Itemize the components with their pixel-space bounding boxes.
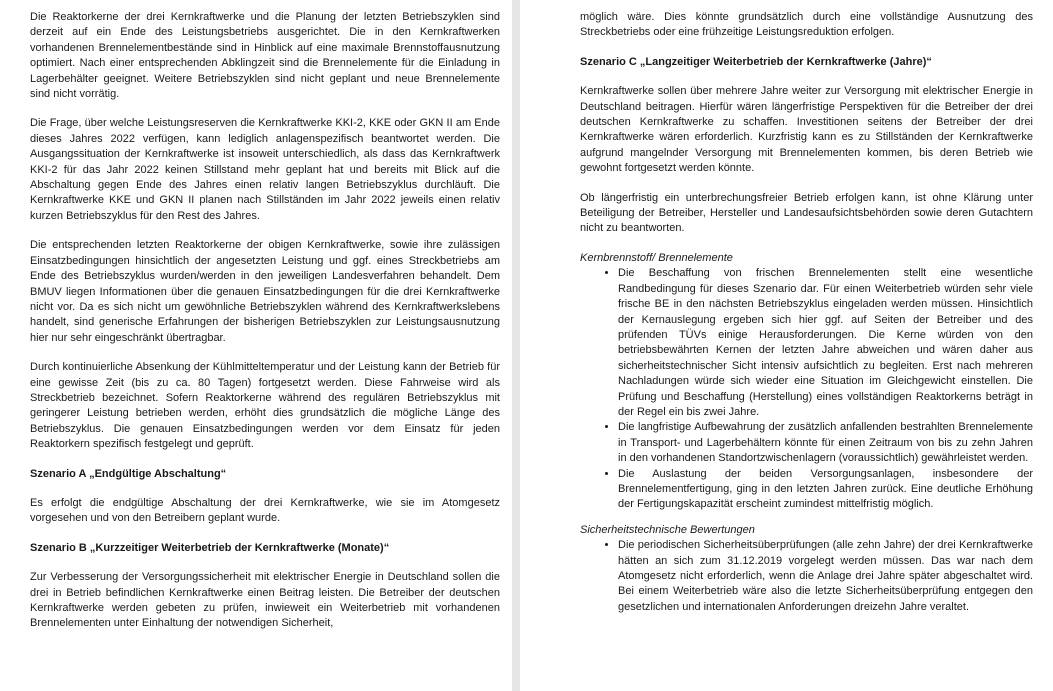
paragraph: möglich wäre. Dies könnte grundsätzlich durch eine vollständige Ausnutzung des Streckbetriebs oder eine frühzeitige Leistungsreduktion erfolgen. — [580, 11, 1033, 39]
page-gutter — [512, 0, 520, 691]
bullet-list-kernbrennstoff — [580, 266, 1033, 513]
bullet-list-sicherheit — [580, 538, 1033, 615]
heading-scenario-c: Szenario C „Langzeitiger Weiterbetrieb der Kernkraftwerke (Jahre)“ — [580, 55, 932, 68]
list-item: • Die Beschaffung von frischen Brennelementen stellt eine wesentliche Randbedingung für dieses Szenario dar. Für einen Weiterbetrieb würden sehr viele frische BE in den nächsten Betriebszyklus eingeladen werden müssen. Hinsichtlich der Kernauslegung ergeben sich hier ggf. auf Seiten der Betreiber und des prüfenden TÜVs einige Herausforderungen. Die Kerne würden von den betriebsbewährten Kernen der letzten Jahre abweichen und wären daher aus sicherheitstechnischer Sicht intensiv aufsichtlich zu begleiten. Erst nach mehreren Nachladungen würde sich wieder eine Situation im Gleichgewicht einstellen. Die Prüfung und Beschaffung (Herstellung) eines vollständigen Reaktorkerns beträgt in der Regel ein bis zwei Jahre. — [618, 266, 1033, 420]
subheading-kernbrennstoff: Kernbrennstoff/ Brennelemente — [580, 251, 733, 264]
list-item: • Die Auslastung der beiden Versorgungsanlagen, insbesondere der Brennelementfertigung, ging in den letzten Jahren zurück. Eine deutliche Erhöhung der Fertigungskapazität erscheint zumindest mittelfristig möglich. — [618, 467, 1033, 513]
subheading-sicherheit: Sicherheitstechnische Bewertungen — [580, 523, 755, 536]
paragraph: Die entsprechenden letzten Reaktorkerne der obigen Kernkraftwerke, sowie ihre zulässigen Einsatzbedingungen hinsichtlich der angesetzten Leistung und ggf. eines Streckbetriebs am Ende des Betriebszyklus wurden/werden in den jeweiligen Landesverfahren behandelt. Dem BMUV liegen Informationen über die genauen Einsatzbedingungen für die drei Kernkraftwerke nicht vor. Da es sich nicht um gewöhnliche Betriebszyklen während des Kernkraftwerkslebens handelt, sind generische Erfahrungen der bisherigen Betriebszyklen zur Leistungsausnutzung hier nur sehr eingeschränkt übertragbar. — [30, 239, 500, 344]
page-left — [0, 0, 512, 691]
heading-scenario-b: Szenario B „Kurzzeitiger Weiterbetrieb der Kernkraftwerke (Monate)“ — [30, 541, 390, 554]
paragraph: Kernkraftwerke sollen über mehrere Jahre weiter zur Versorgung mit elektrischer Energie in Deutschland beitragen. Hierfür wären längerfristige Perspektiven für die Betreiber der drei deutschen Kernkraftwerke zu schaffen. Investitionen seitens der Betreiber der drei Kernkraftwerke wären erforderlich. Kurzfristig kann es zu Stillständen der Kernkraftwerke aufgrund mangelnder Versorgung mit Brennelementen kommen, bis deren Betrieb wie gewohnt fortgesetzt werden könnte. — [580, 85, 1033, 175]
paragraph: Zur Verbesserung der Versorgungssicherheit mit elektrischer Energie in Deutschland sollen die drei in Betrieb befindlichen Kernkraftwerke einen Beitrag leisten. Die Betreiber der deutschen Kernkraftwerke werden gebeten zu prüfen, inwieweit ein Weiterbetrieb mit vorhandenen Brennelementen unter Einhaltung der notwendigen Sicherheit, — [30, 571, 500, 630]
list-item: • Die langfristige Aufbewahrung der zusätzlich anfallenden bestrahlten Brennelemente in Transport- und Lagerbehältern könnte für einen Zeitraum von bis zu zehn Jahren in den vorhandenen Standortzwischenlagern (voraussichtlich) gewährleistet werden. — [618, 420, 1033, 466]
page-right — [520, 0, 1053, 691]
heading-scenario-a: Szenario A „Endgültige Abschaltung“ — [30, 467, 227, 480]
list-item: • Die periodischen Sicherheitsüberprüfungen (alle zehn Jahre) der drei Kernkraftwerke hätten an sich zum 31.12.2019 vorgelegt werden müssen. Das war nach dem Atomgesetz nicht erforderlich, wenn die Anlage drei Jahre später abgeschaltet wird. Bei einem Weiterbetrieb wäre also die letzte Sicherheitsüberprüfung entgegen den gesetzlichen und internationalen Anforderungen dreizehn Jahre veraltet. — [618, 538, 1033, 615]
paragraph: Die Reaktorkerne der drei Kernkraftwerke und die Planung der letzten Betriebszyklen sind derzeit auf ein Ende des Leistungsbetriebs ausgerichtet. Die in den Kernkraftwerken vorhandenen Brennelementbestände sind in Hinblick auf eine maximale Brennstoffausnutzung optimiert. Nach einer entsprechenden Abklingzeit sind die Brennelemente für die Einladung in Lagerbehälter geeignet. Weitere Betriebszyklen sind nicht geplant und neue Brennelemente sind nicht vorrätig. — [30, 11, 500, 101]
paragraph: Durch kontinuierliche Absenkung der Kühlmitteltemperatur und der Leistung kann der Betrieb für eine gewisse Zeit (bis zu ca. 80 Tagen) fortgesetzt werden. Diese Fahrweise wird als Streckbetrieb bezeichnet. Sofern Reaktorkerne während des regulären Betriebszyklus mit geringerer Leistung betrieben werden, erhöht dies grundsätzlich die mögliche Länge des Betriebszyklus. Die genauen Einsatzbedingungen werden vor dem Einsatz für jeden Reaktorkern spezifisch festgelegt und geprüft. — [30, 361, 500, 451]
paragraph: Es erfolgt die endgültige Abschaltung der drei Kernkraftwerke, wie sie im Atomgesetz vorgesehen und von den Betreibern geplant wurde. — [30, 496, 500, 525]
paragraph: Die Frage, über welche Leistungsreserven die Kernkraftwerke KKI-2, KKE oder GKN II am Ende dieses Jahres 2022 verfügen, kann lediglich anlagenspezifisch beantwortet werden. Die Ausgangssituation der Kernkraftwerke ist insoweit unterschiedlich, als dass das Kernkraftwerk KKI-2 für das Jahr 2022 keinen Stillstand mehr geplant hat und bereits mit Blick auf die Abschaltung gegen Ende des Jahres einen relativ langen Betriebszyklus durchläuft. Die Kernkraftwerke KKE und GKN II planen nach Stillständen im Jahr 2022 jeweils einen relativ kurzen Betriebszyklus für den Rest des Jahres. — [30, 117, 500, 222]
paragraph: Ob längerfristig ein unterbrechungsfreier Betrieb erfolgen kann, ist ohne Klärung unter Beteiligung der Betreiber, Hersteller und Landesaufsichtsbehörden sowie deren Gutachtern nicht zu beantworten. — [580, 191, 1033, 235]
